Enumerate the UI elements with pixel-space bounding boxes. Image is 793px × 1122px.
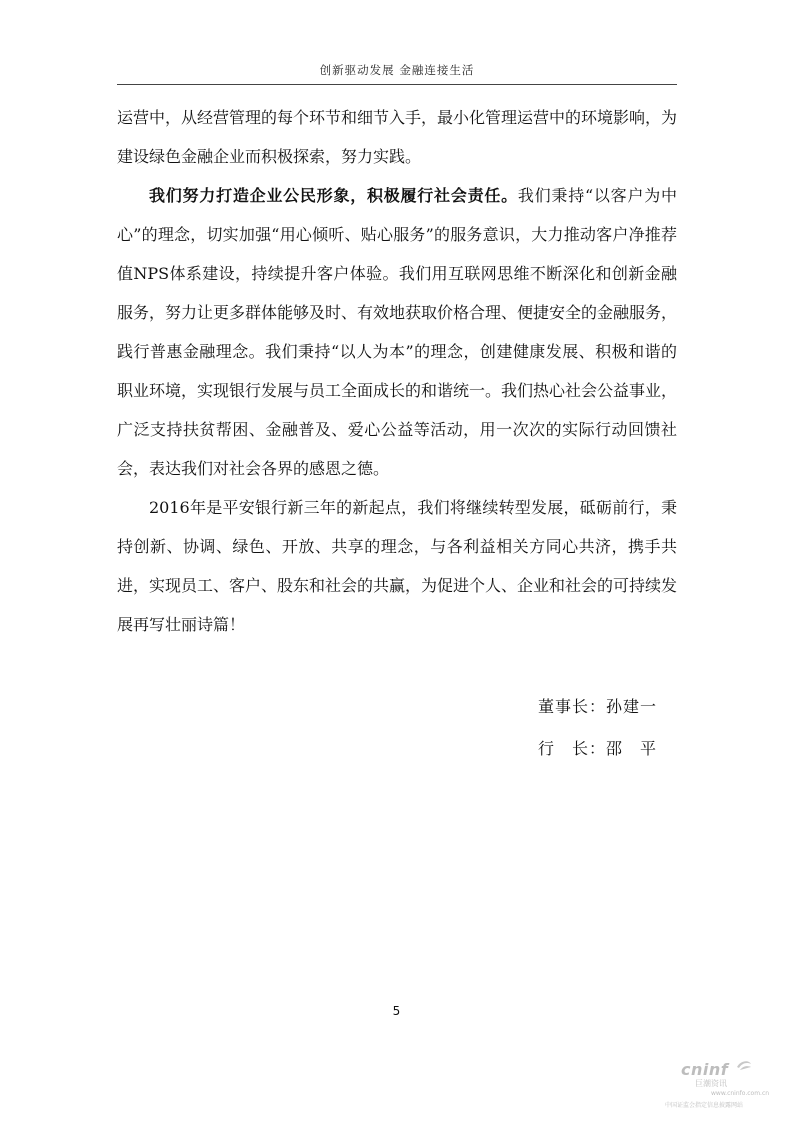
paragraph-1: 运营中，从经营管理的每个环节和细节入手，最小化管理运营中的环境影响，为建设绿色金融企业而积极探索，努力实践。	[117, 108, 678, 166]
watermark-tagline: 中国证监会指定信息披露网站	[665, 1102, 744, 1109]
cninfo-watermark	[665, 1054, 775, 1114]
header-rule	[117, 84, 677, 85]
chairman-signature: 董事长：孙建一	[538, 697, 658, 716]
paragraph-2	[117, 176, 677, 488]
watermark-url: www.cninfo.com.cn	[711, 1090, 770, 1097]
page-number: 5	[392, 1004, 401, 1018]
president-signature: 行 长：邵 平	[538, 739, 658, 758]
body-text	[117, 98, 677, 644]
watermark-name: 巨潮资讯	[695, 1079, 727, 1088]
paragraph-3: 2016年是平安银行新三年的新起点，我们将继续转型发展，砥砺前行，秉持创新、协调、绿色、开放、共享的理念，与各利益相关方同心共济，携手共进，实现员工、客户、股东和社会的共赢，为促进个人、企业和社会的可持续发展再写壮丽诗篇！	[117, 498, 678, 634]
swirl-icon	[735, 1058, 753, 1072]
running-header: 创新驱动发展 金融连接生活	[319, 63, 475, 77]
paragraph-2-body: 我们秉持“以客户为中心”的理念，切实加强“用心倾听、贴心服务”的服务意识，大力推动客户净推荐值NPS体系建设，持续提升客户体验。我们用互联网思维不断深化和创新金融服务，努力让更多群体能够及时、有效地获取价格合理、便捷安全的金融服务，践行普惠金融理念。我们秉持“以人为本”的理念，创建健康发展、积极和谐的职业环境，实现银行发展与员工全面成长的和谐统一。我们热心社会公益事业，广泛支持扶贫帮困、金融普及、爱心公益等活动，用一次次的实际行动回馈社会，表达我们对社会各界的感恩之德。	[117, 186, 678, 478]
paragraph-2-lead: 我们努力打造企业公民形象，积极履行社会责任。	[149, 186, 518, 205]
watermark-logo: cninf	[681, 1060, 729, 1079]
